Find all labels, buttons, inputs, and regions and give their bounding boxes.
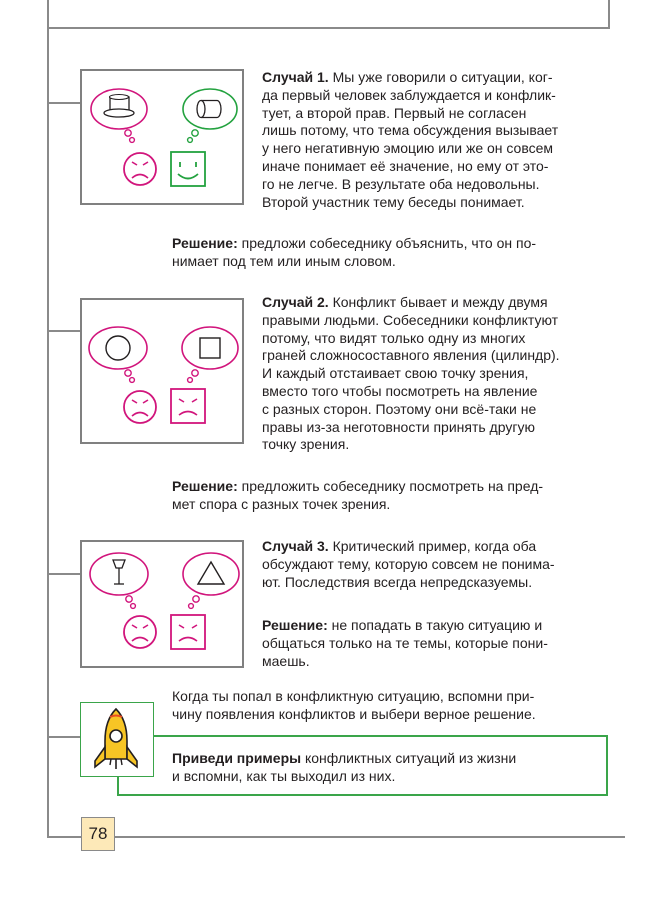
- solution3-text: [262, 617, 607, 670]
- case2-line: точку зрения.: [262, 436, 350, 453]
- rocket-frame: [80, 702, 154, 777]
- case1-title: Случай 1.: [262, 69, 329, 85]
- sad-face-icon: [124, 391, 156, 423]
- case2-line: Конфликт бывает и между двумя: [332, 294, 548, 310]
- square-icon: [182, 327, 238, 382]
- case3-line: Критический пример, когда оба: [332, 538, 537, 554]
- case2-illustration: [80, 298, 244, 444]
- solution1-text: [172, 235, 607, 271]
- solution2-line: предложить собеседнику посмотреть на пред-: [241, 478, 544, 494]
- case2-line: И каждый отстаивает свою точку зрения,: [262, 365, 529, 382]
- reminder-line: чину появления конфликтов и выбери верное решение.: [172, 705, 536, 722]
- case2-line: потому, что видят только одну из многих: [262, 329, 526, 346]
- sad-face-icon: [124, 153, 156, 185]
- left-margin-line: [47, 0, 49, 838]
- solution2-label: Решение:: [172, 478, 238, 494]
- task-text: [172, 750, 607, 786]
- case1-line: Мы уже говорили о ситуации, ког-: [332, 69, 553, 85]
- case1-text: [262, 69, 607, 211]
- case1-line: го не легче. В результате оба недовольны.: [262, 175, 540, 192]
- connector-case3: [47, 573, 81, 575]
- solution1-line: нимает под тем или иным словом.: [172, 252, 396, 269]
- case1-line: тует, а второй прав. Первый не согласен: [262, 104, 527, 121]
- top-right-line: [608, 0, 610, 28]
- task-line: и вспомни, как ты выходил из них.: [172, 767, 396, 784]
- bottom-rule: [47, 836, 625, 838]
- connector-case2: [47, 330, 81, 332]
- case2-title: Случай 2.: [262, 294, 329, 310]
- case1-line: да первый человек заблуждается и конфлик-: [262, 86, 556, 103]
- lamp-icon: [90, 553, 148, 608]
- case2-line: правыми людьми. Собеседники конфликтуют: [262, 311, 559, 328]
- case2-line: вместо того чтобы посмотреть на явление: [262, 382, 538, 399]
- case1-line: лишь потому, что тема обсуждения вызывает: [262, 122, 559, 139]
- task-left-line: [117, 776, 119, 795]
- solution3-line: общаться только на те темы, которые пони-: [262, 634, 548, 651]
- case2-line: с разных сторон. Поэтому они всё-таки не: [262, 400, 537, 417]
- case2-line: правы из-за неготовности принять другую: [262, 418, 535, 435]
- reminder-line: Когда ты попал в конфликтную ситуацию, вспомни при-: [172, 688, 535, 704]
- task-line: конфликтных ситуаций из жизни: [304, 750, 517, 766]
- circle-icon: [89, 327, 147, 382]
- sad-face-icon: [171, 615, 205, 649]
- reminder-text: [172, 688, 607, 724]
- case1-line: Второй участник тему беседы понимает.: [262, 193, 525, 210]
- solution3-line: маешь.: [262, 652, 310, 669]
- task-label: Приведи примеры: [172, 750, 302, 766]
- case1-line: у него негативную эмоцию или же он совсем: [262, 140, 554, 157]
- connector-case1: [47, 102, 81, 104]
- solution1-label: Решение:: [172, 235, 238, 251]
- solution1-line: предложи собеседнику объяснить, что он по-: [241, 235, 537, 251]
- solution2-line: мет спора с разных точек зрения.: [172, 495, 391, 512]
- sad-face-icon: [171, 389, 205, 423]
- case2-text: [262, 294, 607, 454]
- case3-line: обсуждают тему, которую совсем не понима-: [262, 555, 555, 572]
- sad-face-icon: [124, 616, 156, 648]
- case1-illustration: [80, 69, 244, 205]
- triangle-icon: [183, 553, 239, 608]
- connector-rocket: [47, 736, 81, 738]
- hat-icon: [91, 89, 147, 142]
- case3-line: ют. Последствия всегда непредсказуемы.: [262, 573, 533, 590]
- case2-line: граней сложносоставного явления (цилиндр).: [262, 347, 560, 364]
- case3-title: Случай 3.: [262, 538, 329, 554]
- happy-face-icon: [171, 152, 205, 186]
- cylinder-icon: [183, 89, 237, 142]
- case3-text: [262, 538, 607, 591]
- solution3-line: не попадать в такую ситуацию и: [331, 617, 543, 633]
- case3-illustration: [80, 540, 244, 668]
- page-number: 78: [81, 817, 115, 851]
- top-rule: [47, 27, 610, 29]
- solution2-text: [172, 478, 607, 514]
- case1-line: иначе понимает её значение, но ему от это-: [262, 157, 549, 174]
- task-bottom-line: [117, 794, 608, 796]
- rocket-icon: [95, 709, 137, 769]
- solution3-label: Решение:: [262, 617, 328, 633]
- task-top-line: [154, 735, 607, 737]
